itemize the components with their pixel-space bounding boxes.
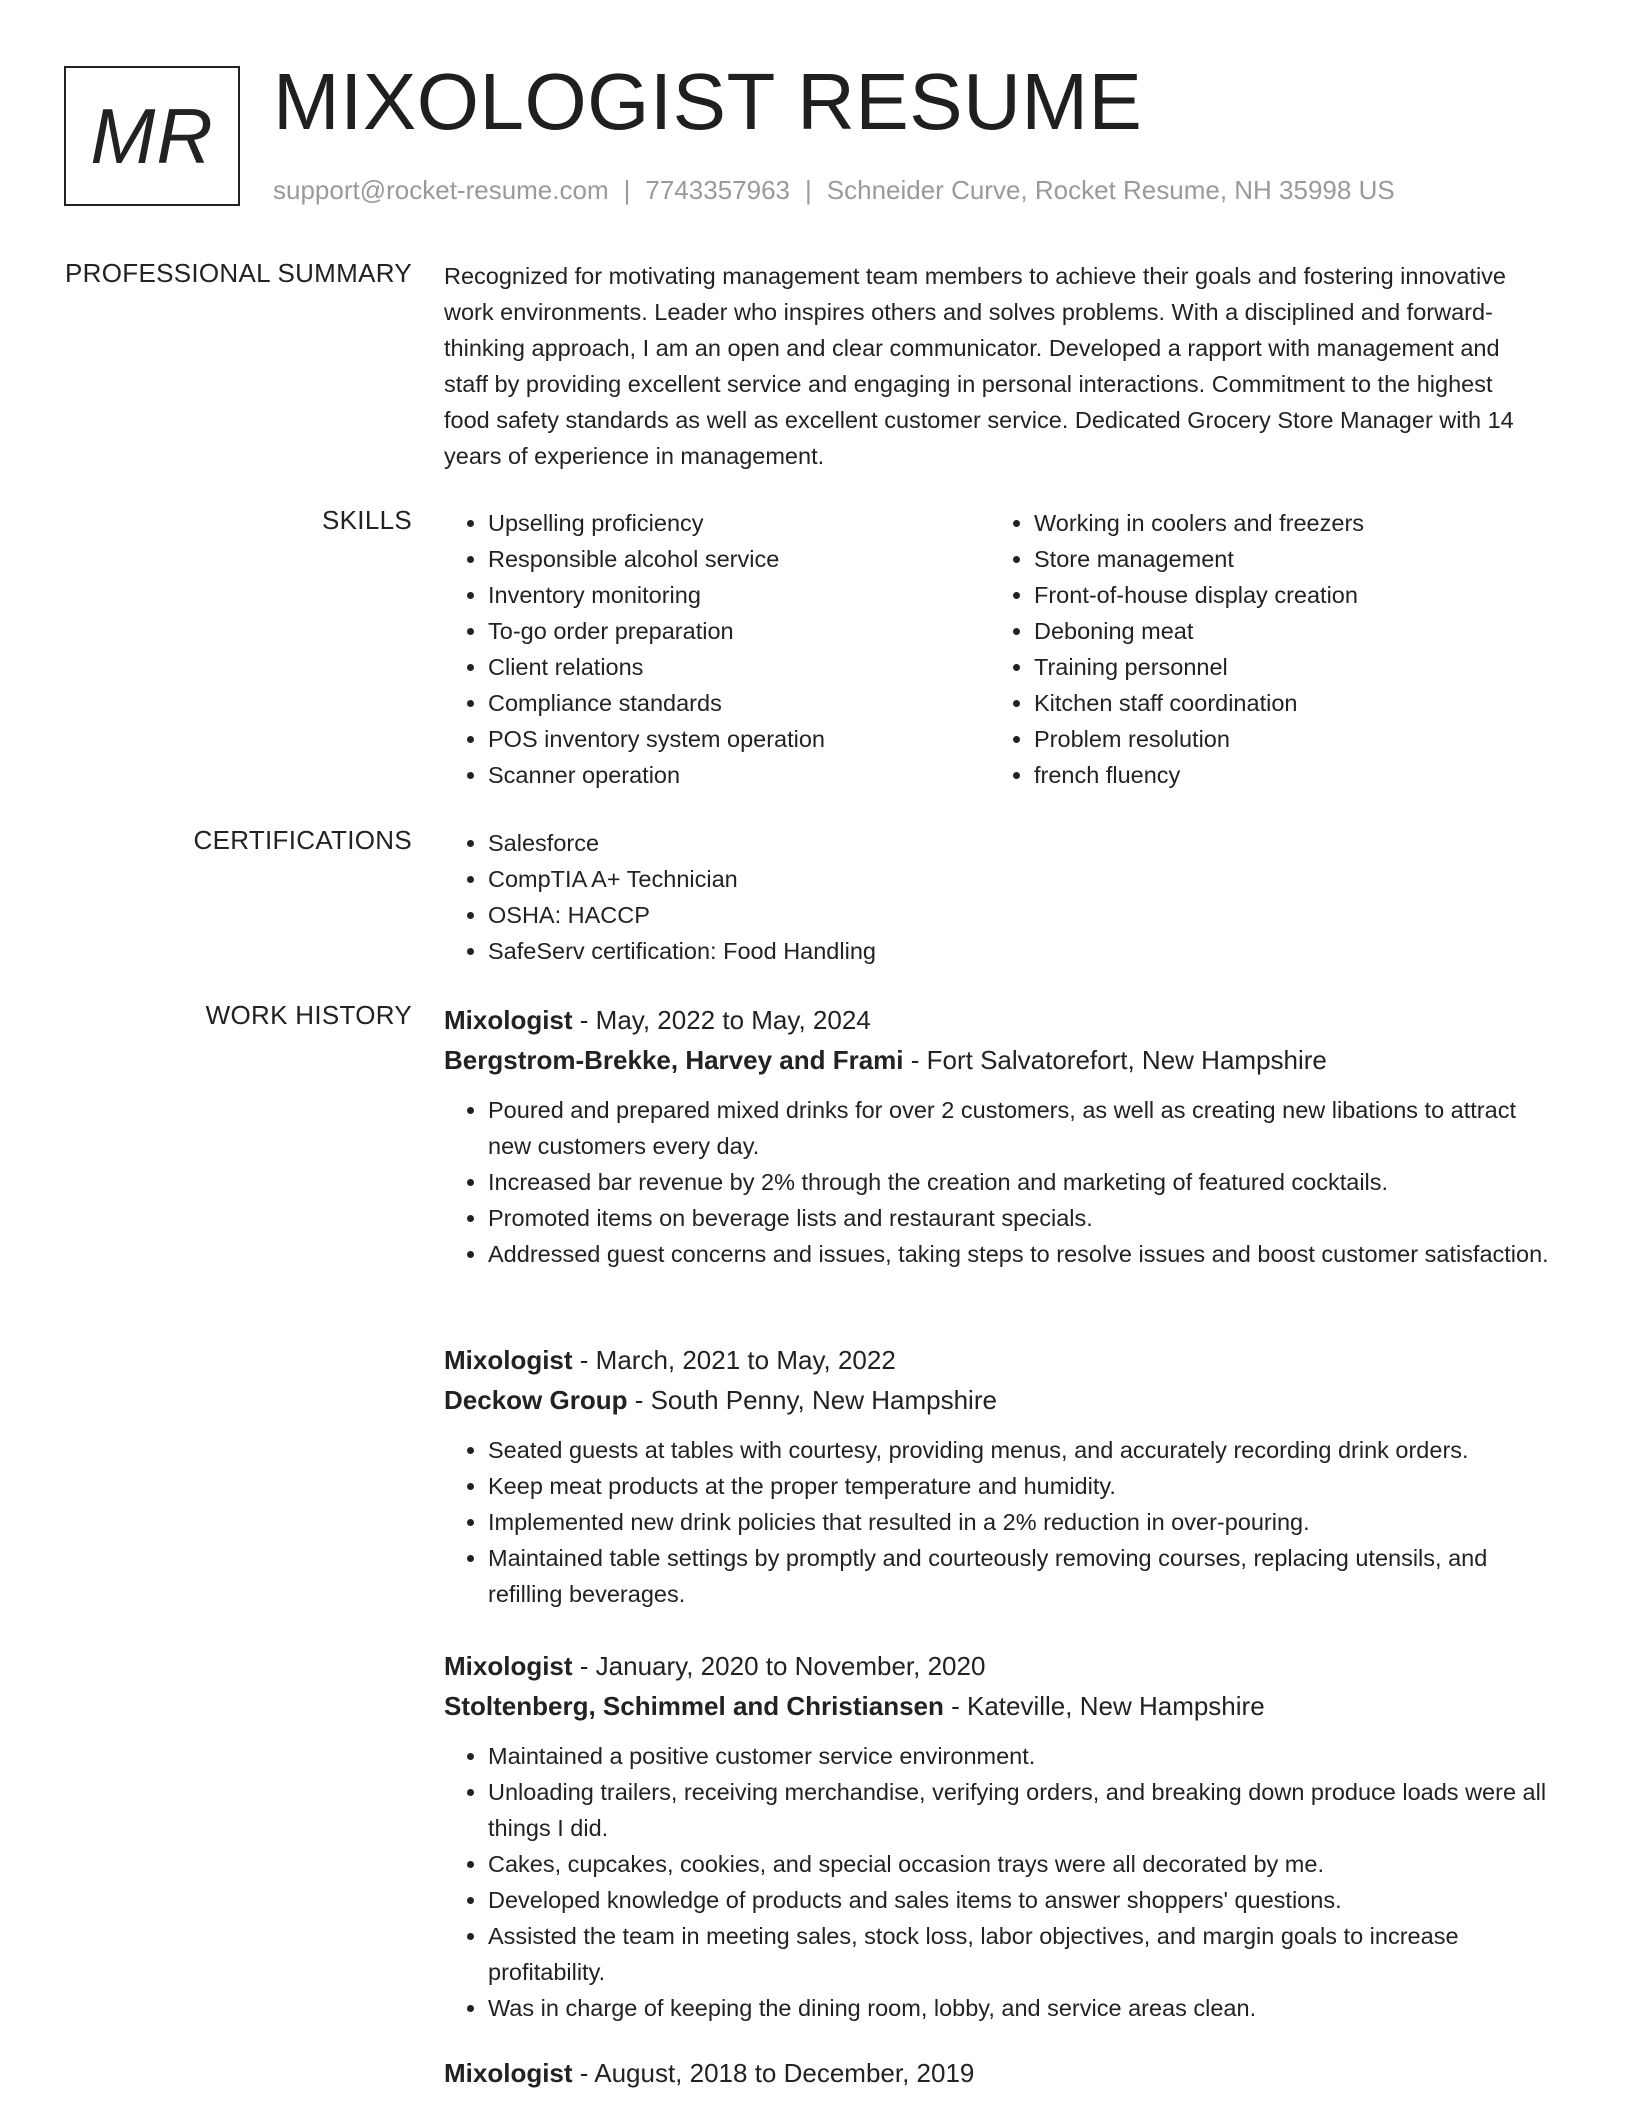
list-item: • Promoted items on beverage lists and restaurant specials. <box>488 1200 1564 1236</box>
work-history-content <box>444 1000 1564 2088</box>
company-line <box>444 1686 1564 1726</box>
job-dates: - March, 2021 to May, 2022 <box>572 1345 896 1375</box>
summary-text: Recognized for motivating management team members to achieve their goals and fostering innovative work environments. Leader who inspires others and solves problems. With a disciplined and forward-thinking approach, I am an open and clear communicator. Developed a rapport with management and staff by providing excellent service and engaging in personal interactions. Commitment to the highest food safety standards as well as excellent customer service. Dedicated Grocery Store Manager with 14 years of experience in management. <box>444 263 1514 469</box>
list-item: • Front-of-house display creation <box>1034 577 1594 613</box>
job-header <box>444 1340 1564 1380</box>
list-item: • Keep meat products at the proper temperature and humidity. <box>488 1468 1564 1504</box>
section-label: PROFESSIONAL SUMMARY <box>65 258 412 288</box>
list-item: • Responsible alcohol service <box>488 541 1008 577</box>
contact-line <box>273 175 1395 206</box>
job-entry <box>444 1000 1564 1272</box>
list-item: • Maintained table settings by promptly and courteously removing courses, replacing utensils, and refilling beverages. <box>488 1540 1564 1612</box>
section-label: WORK HISTORY <box>205 1000 412 1030</box>
list-item: • Seated guests at tables with courtesy, providing menus, and accurately recording drink orders. <box>488 1432 1564 1468</box>
company-name: Stoltenberg, Schimmel and Christiansen <box>444 1691 944 1721</box>
list-item: • Assisted the team in meeting sales, stock loss, labor objectives, and margin goals to increase profitability. <box>488 1918 1564 1990</box>
list-item: • Addressed guest concerns and issues, taking steps to resolve issues and boost customer satisfaction. <box>488 1236 1564 1272</box>
list-item: • Poured and prepared mixed drinks for over 2 customers, as well as creating new libations to attract new customers every day. <box>488 1092 1564 1164</box>
list-item: • Deboning meat <box>1034 613 1594 649</box>
page-title: MIXOLOGIST RESUME <box>273 57 1143 146</box>
job-header <box>444 1646 1564 1686</box>
company-location: - Fort Salvatorefort, New Hampshire <box>903 1045 1327 1075</box>
section-label: SKILLS <box>322 505 412 535</box>
job-header <box>444 1000 1564 1040</box>
list-item: • POS inventory system operation <box>488 721 1008 757</box>
job-dates: - August, 2018 to December, 2019 <box>572 2058 975 2088</box>
list-item: • Kitchen staff coordination <box>1034 685 1594 721</box>
monogram-box <box>64 66 240 206</box>
list-item: • Cakes, cupcakes, cookies, and special occasion trays were all decorated by me. <box>488 1846 1564 1882</box>
job-bullets <box>444 1092 1564 1272</box>
list-item: • Store management <box>1034 541 1594 577</box>
list-item: • Was in charge of keeping the dining room, lobby, and service areas clean. <box>488 1990 1564 2026</box>
job-dates: - January, 2020 to November, 2020 <box>572 1651 986 1681</box>
company-name: Deckow Group <box>444 1385 628 1415</box>
job-title: Mixologist <box>444 1345 573 1375</box>
list-item: • Maintained a positive customer service environment. <box>488 1738 1564 1774</box>
job-header <box>444 2053 1564 2093</box>
list-item: • Increased bar revenue by 2% through the creation and marketing of featured cocktails. <box>488 1164 1564 1200</box>
job-entry <box>444 2053 1564 2093</box>
separator: | <box>623 175 631 205</box>
list-item: • Inventory monitoring <box>488 577 1008 613</box>
company-location: - South Penny, New Hampshire <box>627 1385 997 1415</box>
company-line <box>444 1380 1564 1420</box>
certifications-list <box>444 825 1564 969</box>
skills-column-2 <box>990 505 1594 793</box>
job-entry <box>444 1340 1564 1612</box>
list-item: • OSHA: HACCP <box>488 897 1564 933</box>
company-location: - Kateville, New Hampshire <box>943 1691 1265 1721</box>
list-item: • To-go order preparation <box>488 613 1008 649</box>
job-title: Mixologist <box>444 1005 573 1035</box>
section-label: CERTIFICATIONS <box>193 825 412 855</box>
company-line <box>444 1040 1564 1080</box>
job-title: Mixologist <box>444 2058 573 2088</box>
list-item: • Scanner operation <box>488 757 1008 793</box>
contact-phone[interactable]: 7743357963 <box>645 175 790 205</box>
job-bullets <box>444 1738 1564 2026</box>
separator: | <box>805 175 812 205</box>
contact-address: Schneider Curve, Rocket Resume, NH 35998 US <box>826 175 1395 205</box>
list-item: • Compliance standards <box>488 685 1008 721</box>
list-item: • SafeServ certification: Food Handling <box>488 933 1564 969</box>
list-item: • Unloading trailers, receiving merchandise, verifying orders, and breaking down produce loads were all things I did. <box>488 1774 1564 1846</box>
list-item: • Client relations <box>488 649 1008 685</box>
company-name: Bergstrom-Brekke, Harvey and Frami <box>444 1045 904 1075</box>
monogram-initials: MR <box>90 91 214 180</box>
list-item: • Upselling proficiency <box>488 505 1008 541</box>
job-title: Mixologist <box>444 1651 573 1681</box>
job-dates: - May, 2022 to May, 2024 <box>572 1005 871 1035</box>
list-item: • Implemented new drink policies that resulted in a 2% reduction in over-pouring. <box>488 1504 1564 1540</box>
list-item: • CompTIA A+ Technician <box>488 861 1564 897</box>
list-item: • Problem resolution <box>1034 721 1594 757</box>
job-bullets <box>444 1432 1564 1612</box>
list-item: • french fluency <box>1034 757 1594 793</box>
contact-email[interactable]: support@rocket-resume.com <box>273 175 609 205</box>
list-item: • Developed knowledge of products and sales items to answer shoppers' questions. <box>488 1882 1564 1918</box>
list-item: • Training personnel <box>1034 649 1594 685</box>
job-entry <box>444 1646 1564 2026</box>
skills-column-1 <box>444 505 1008 793</box>
list-item: • Salesforce <box>488 825 1564 861</box>
list-item: • Working in coolers and freezers <box>1034 505 1594 541</box>
